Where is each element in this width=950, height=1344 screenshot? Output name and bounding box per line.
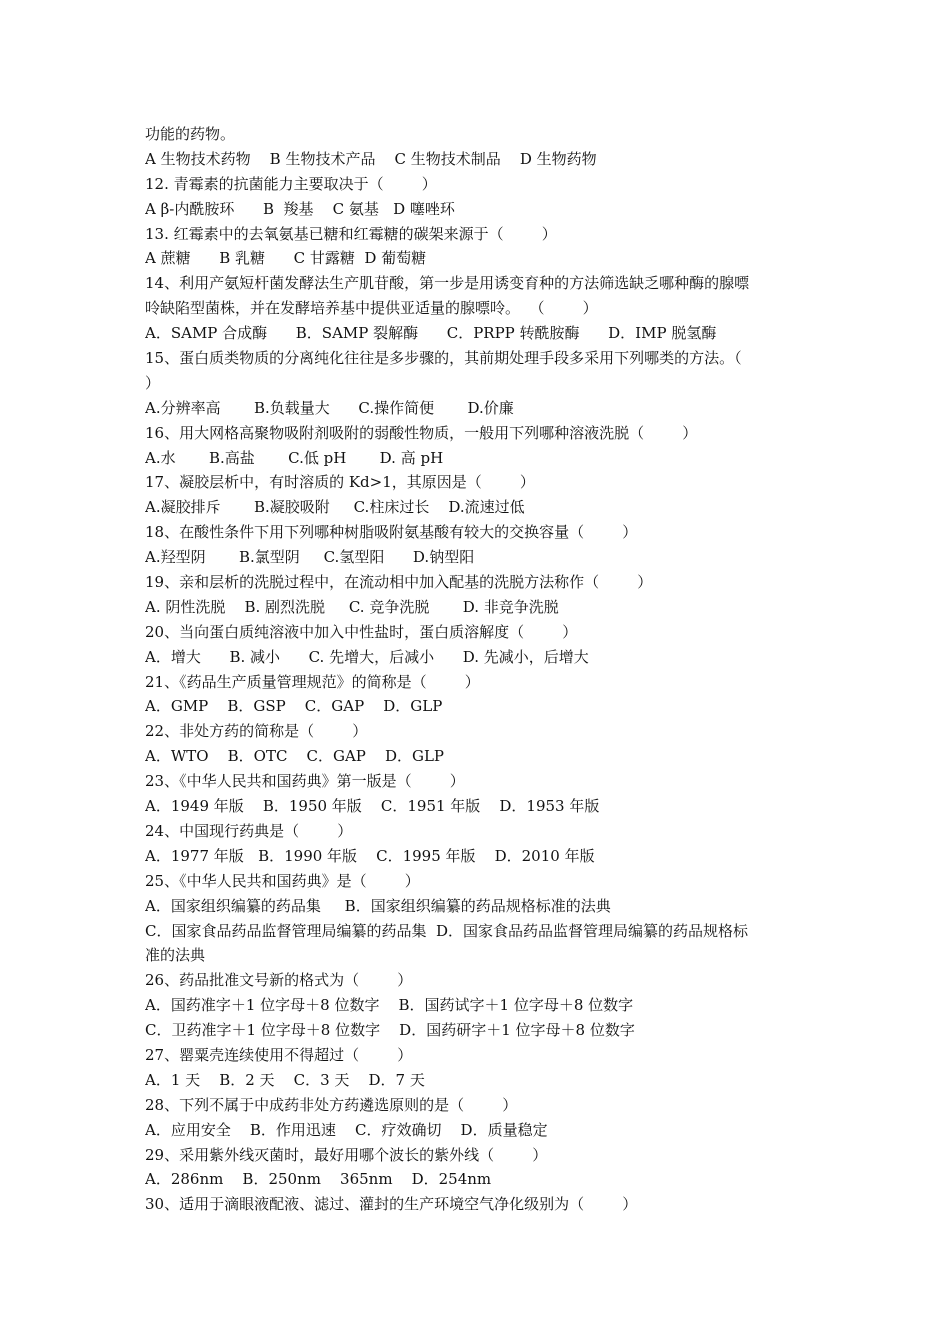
text-line: 24、中国现行药典是（ ） bbox=[145, 821, 353, 840]
text-line: 呤缺陷型菌株，并在发酵培养基中提供亚适量的腺嘌呤。 （ ） bbox=[145, 299, 598, 318]
text-line: A．应用安全 B．作用迅速 C．疗效确切 D．质量稳定 bbox=[145, 1120, 548, 1139]
text-line: A．国药准字＋1 位字母＋8 位数字 B．国药试字＋1 位字母＋8 位数字 bbox=[145, 996, 634, 1015]
text-line: 功能的药物。 bbox=[145, 125, 236, 143]
text-line: 25、《中华人民共和国药典》是（ ） bbox=[145, 871, 420, 890]
text-line: 30、适用于滴眼液配液、滤过、灌封的生产环境空气净化级别为（ ） bbox=[145, 1195, 638, 1214]
text-line: A．SAMP 合成酶 B．SAMP 裂解酶 C．PRPP 转酰胺酶 D．IMP 脱氢酶 bbox=[145, 324, 717, 343]
text-line: 12. 青霉素的抗菌能力主要取决于（ ） bbox=[145, 174, 437, 193]
text-line: 20、当向蛋白质纯溶液中加入中性盐时，蛋白质溶解度（ ） bbox=[145, 622, 578, 641]
text-line: 18、在酸性条件下用下列哪种树脂吸附氨基酸有较大的交换容量（ ） bbox=[145, 523, 638, 542]
text-line: C．国家食品药品监督管理局编纂的药品集 D．国家食品药品监督管理局编纂的药品规格标 bbox=[145, 921, 749, 940]
text-line: ） bbox=[145, 373, 161, 392]
text-line: C．卫药准字＋1 位字母＋8 位数字 D．国药研字＋1 位字母＋8 位数字 bbox=[145, 1021, 635, 1040]
text-line: A.水 B.高盐 C.低 pH D. 高 pH bbox=[145, 448, 444, 467]
text-line: A β-内酰胺环 B 羧基 C 氨基 D 噻唑环 bbox=[145, 199, 455, 218]
text-line: 29、采用紫外线灭菌时，最好用哪个波长的紫外线（ ） bbox=[145, 1145, 548, 1164]
text-line: 15、蛋白质类物质的分离纯化往往是多步骤的，其前期处理手段多采用下列哪类的方法。（ bbox=[145, 349, 742, 368]
text-line: A 蔗糖 B 乳糖 C 甘露糖 D 葡萄糖 bbox=[145, 249, 427, 268]
text-line: A．国家组织编纂的药品集 B．国家组织编纂的药品规格标准的法典 bbox=[145, 896, 611, 915]
text-line: 27、罂粟壳连续使用不得超过（ ） bbox=[145, 1045, 413, 1064]
text-line: 22、非处方药的简称是（ ） bbox=[145, 722, 368, 741]
text-line: 19、亲和层析的洗脱过程中，在流动相中加入配基的洗脱方法称作（ ） bbox=[145, 573, 653, 592]
text-line: A．1 天 B．2 天 C．3 天 D．7 天 bbox=[145, 1070, 425, 1089]
text-line: A. 阴性洗脱 B. 剧烈洗脱 C. 竞争洗脱 D. 非竞争洗脱 bbox=[145, 597, 559, 616]
text-line: 28、下列不属于中成药非处方药遴选原则的是（ ） bbox=[145, 1095, 518, 1114]
text-line: A．WTO B．OTC C．GAP D．GLP bbox=[145, 747, 445, 766]
text-line: 16、用大网格高聚物吸附剂吸附的弱酸性物质，一般用下列哪种溶液洗脱（ ） bbox=[145, 423, 698, 442]
text-line: 26、药品批准文号新的格式为（ ） bbox=[145, 971, 413, 990]
text-line: A．286nm B．250nm 365nm D．254nm bbox=[145, 1170, 492, 1189]
text-line: A.羟型阴 B.氯型阴 C.氢型阳 D.钠型阳 bbox=[145, 548, 475, 567]
text-line: A.凝胶排斥 B.凝胶吸附 C.柱床过长 D.流速过低 bbox=[145, 498, 525, 517]
text-line: 准的法典 bbox=[145, 946, 206, 965]
text-line: A.分辨率高 B.负载量大 C.操作简便 D.价廉 bbox=[145, 398, 514, 417]
text-line: A．增大 B. 减小 C. 先增大，后减小 D. 先减小，后增大 bbox=[145, 647, 589, 666]
text-line: A．1949 年版 B．1950 年版 C．1951 年版 D．1953 年版 bbox=[145, 797, 600, 816]
text-line: 21、《药品生产质量管理规范》的简称是（ ） bbox=[145, 672, 480, 691]
text-line: A．GMP B．GSP C．GAP D．GLP bbox=[145, 697, 443, 716]
text-line: 13. 红霉素中的去氧氨基已糖和红霉糖的碳架来源于（ ） bbox=[145, 224, 557, 243]
document-body bbox=[145, 122, 810, 1217]
text-line: 23、《中华人民共和国药典》第一版是（ ） bbox=[145, 772, 465, 791]
text-line: 17、凝胶层析中，有时溶质的 Kd>1，其原因是（ ） bbox=[145, 473, 535, 492]
text-line: A．1977 年版 B．1990 年版 C．1995 年版 D．2010 年版 bbox=[145, 846, 595, 865]
text-line: 14、利用产氨短杆菌发酵法生产肌苷酸，第一步是用诱变育种的方法筛选缺乏哪种酶的腺嘌 bbox=[145, 274, 750, 293]
text-line: A 生物技术药物 B 生物技术产品 C 生物技术制品 D 生物药物 bbox=[145, 149, 597, 168]
